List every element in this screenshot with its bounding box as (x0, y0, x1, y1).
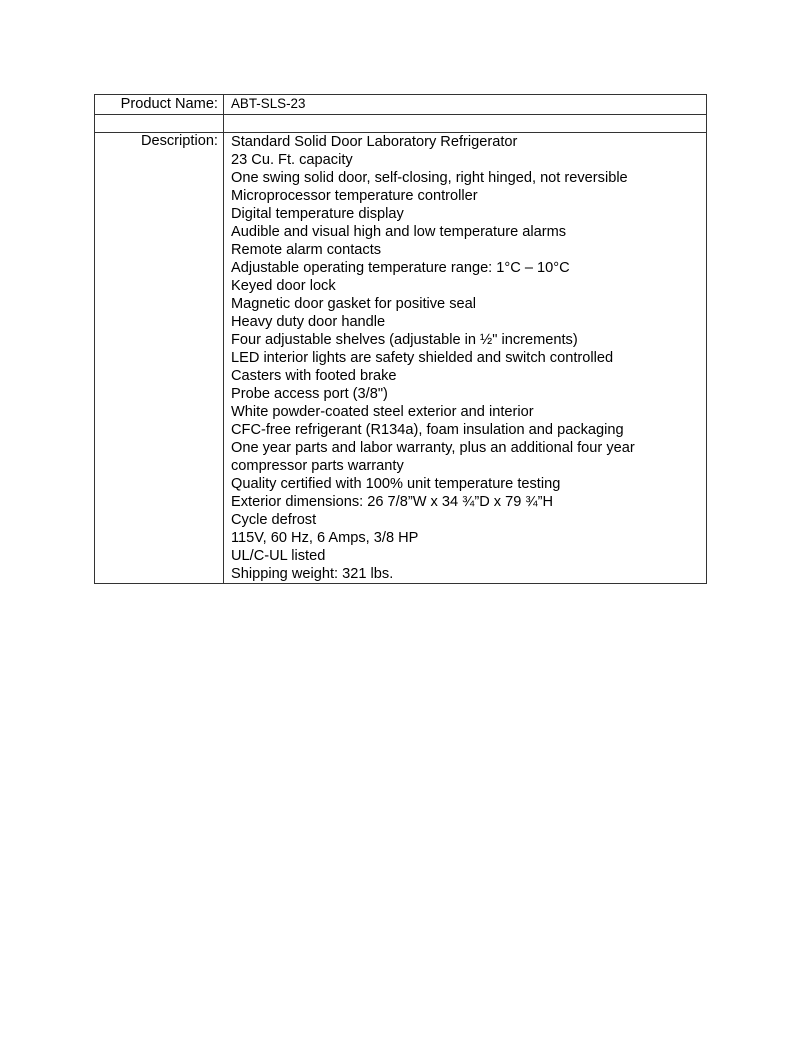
description-value-cell (224, 133, 707, 584)
description-line: Exterior dimensions: 26 7/8”W x 34 ¾”D x 79 ¾”H (231, 494, 553, 510)
description-line: 23 Cu. Ft. capacity (231, 152, 353, 168)
description-line: LED interior lights are safety shielded and switch controlled (231, 350, 614, 366)
description-line: Quality certified with 100% unit temperature testing (231, 476, 561, 492)
description-line: compressor parts warranty (231, 458, 404, 474)
description-line: One swing solid door, self-closing, right hinged, not reversible (231, 170, 628, 186)
description-line: Keyed door lock (231, 278, 336, 294)
description-line: Digital temperature display (231, 206, 404, 222)
description-line: Probe access port (3/8") (231, 386, 388, 402)
product-spec-table (94, 94, 707, 584)
description-line: Heavy duty door handle (231, 314, 386, 330)
description-line: White powder-coated steel exterior and interior (231, 404, 534, 420)
description-line: Cycle defrost (231, 512, 317, 528)
description-line: Audible and visual high and low temperature alarms (231, 224, 567, 240)
description-line: Microprocessor temperature controller (231, 188, 478, 204)
description-line: Remote alarm contacts (231, 242, 382, 258)
spacer-row (95, 115, 707, 133)
description-line: Casters with footed brake (231, 368, 397, 384)
description-line: Adjustable operating temperature range: 1°C – 10°C (231, 260, 570, 276)
description-line: CFC-free refrigerant (R134a), foam insulation and packaging (231, 422, 624, 438)
product-name-value: ABT-SLS-23 (224, 95, 707, 115)
description-line: One year parts and labor warranty, plus an additional four year (231, 440, 635, 456)
description-row (95, 133, 707, 584)
product-name-label: Product Name: (95, 95, 224, 115)
description-line: Four adjustable shelves (adjustable in ½" increments) (231, 332, 578, 348)
description-line: Magnetic door gasket for positive seal (231, 296, 476, 312)
description-list (231, 133, 706, 583)
description-line: UL/C-UL listed (231, 548, 326, 564)
description-label: Description: (95, 133, 224, 584)
description-line: 115V, 60 Hz, 6 Amps, 3/8 HP (231, 530, 419, 546)
product-name-row (95, 95, 707, 115)
spacer-label-cell (95, 115, 224, 133)
spacer-value-cell (224, 115, 707, 133)
description-line: Shipping weight: 321 lbs. (231, 566, 394, 582)
description-line: Standard Solid Door Laboratory Refrigerator (231, 134, 518, 150)
